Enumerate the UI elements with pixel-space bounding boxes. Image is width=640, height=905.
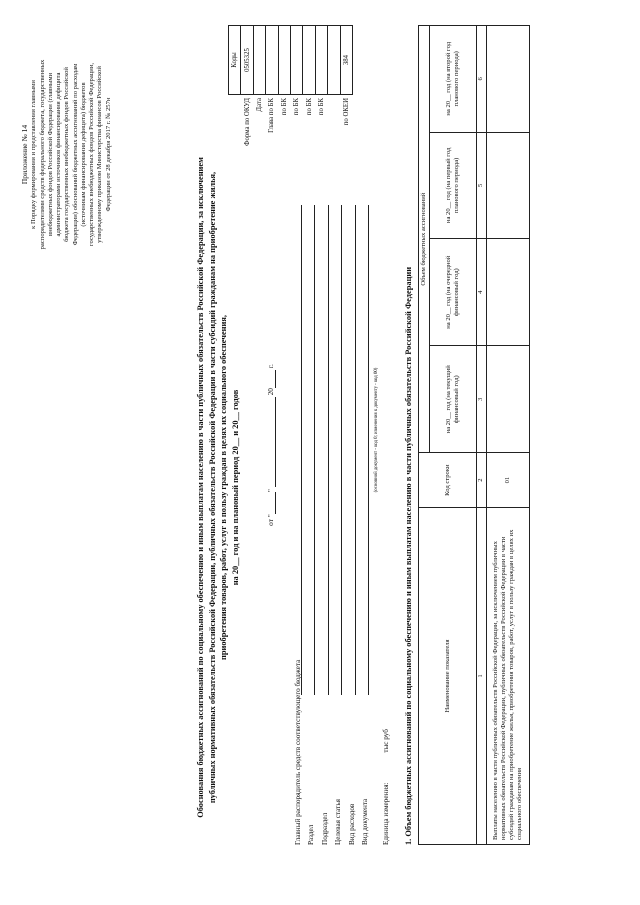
- row-first: [486, 132, 529, 239]
- appendix-line: администраторами источников финансирования дефицита: [55, 72, 63, 237]
- document-date: [266, 315, 276, 575]
- table-header-row: [419, 26, 430, 845]
- code-value-date: [253, 26, 265, 95]
- unit-value: тыс руб: [382, 729, 390, 753]
- section-title: 1. Объем бюджетных ассигнований по социальному обеспечению и иным выплатам населению в части публичных обязательств Российской Федерации: [404, 266, 413, 845]
- code-row: [315, 26, 327, 216]
- table-row: [486, 26, 529, 845]
- field-line: [345, 205, 356, 695]
- appendix-line: распорядителями средств федерального бюджета, государственных: [38, 59, 46, 250]
- field-line: [331, 205, 342, 695]
- budget-table: [418, 25, 530, 845]
- code-row: [278, 26, 290, 216]
- field-label: Раздел: [307, 824, 315, 845]
- field-row: [315, 205, 329, 845]
- field-row: [302, 205, 316, 845]
- header-second: на 20__ год (на второй год планового периода): [429, 26, 476, 133]
- row-current: [486, 346, 529, 453]
- code-label: по БК: [293, 98, 301, 116]
- field-label: Вид расходов: [347, 803, 356, 845]
- codes-header: Коды: [229, 26, 241, 95]
- field-row: [329, 205, 343, 845]
- appendix-number: Приложение № 14: [20, 124, 29, 185]
- code-label: Форма по ОКУД: [243, 98, 251, 146]
- code-value-vid-doc: [328, 26, 340, 95]
- code-label: Дата: [255, 98, 263, 112]
- field-label: Целевая статья: [334, 799, 342, 845]
- appendix-line: утвержденному приказом Министерства финансов Российской: [96, 66, 104, 243]
- header-first: на 20__ год (на первый год планового периода): [429, 132, 476, 239]
- title-line: на 20__ год и на плановый период 20__ и 20__ годов: [230, 389, 240, 586]
- field-line: [304, 205, 315, 695]
- column-number-row: [476, 26, 486, 845]
- row-name: Выплаты населению в части публичных обязательств Российской Федерации, за исключением публичных нормативных обязательств Российской Федерации, публичных обязательств Российской Федерации в части субсидий гражданам на приобретение жилья, приобретения товаров, работ, услуг в пользу граждан в целях их социального обеспечения: [486, 507, 529, 844]
- row-code: 01: [486, 453, 529, 508]
- date-year-blank: [266, 370, 276, 388]
- date-suffix: г.: [266, 364, 275, 369]
- appendix-note: [20, 22, 113, 287]
- column-number: 5: [476, 132, 486, 239]
- document-title: [195, 125, 241, 850]
- date-prefix: от ": [266, 514, 275, 526]
- field-line: [291, 205, 302, 695]
- field-line: [358, 205, 369, 695]
- code-row: [290, 26, 302, 216]
- code-label: по БК: [305, 98, 313, 116]
- code-row: [253, 26, 265, 216]
- code-row: [328, 26, 340, 216]
- header-group: Объем бюджетных ассигнований: [419, 26, 430, 453]
- appendix-line: (источникам финансирования дефицита) бюджетов: [79, 82, 87, 227]
- code-value-celevaya: [303, 26, 315, 95]
- code-row: [340, 26, 352, 216]
- code-label: по БК: [280, 98, 288, 116]
- appendix-line: Федерации от 28 декабря 2017 г. № 257н: [104, 97, 112, 212]
- document-type-note: (основной документ - код 0; изменения к документу - код 00): [374, 367, 379, 493]
- code-row: [303, 26, 315, 216]
- header-name: Наименование показателя: [419, 507, 477, 844]
- date-quote: ": [266, 489, 275, 493]
- date-month-blank: [266, 397, 276, 487]
- field-line: [318, 205, 329, 695]
- column-number: 3: [476, 346, 486, 453]
- column-number: 4: [476, 239, 486, 346]
- header-code: Код строки: [419, 453, 477, 508]
- column-number: 2: [476, 453, 486, 508]
- code-label: по БК: [317, 98, 325, 116]
- row-next: [486, 239, 529, 346]
- code-value-razdel: [278, 26, 290, 95]
- unit-of-measure: [382, 729, 390, 845]
- header-current: на 20__ год (на текущий финансовый год): [429, 346, 476, 453]
- row-second: [486, 26, 529, 133]
- appendix-line: Федерации) обоснований бюджетных ассигнований по расходам: [71, 63, 79, 246]
- field-label: Главный распорядитель средств соответствующего бюджета: [293, 659, 302, 845]
- column-number: 1: [476, 507, 486, 844]
- codes-block: [228, 25, 353, 215]
- code-value-podrazdel: [290, 26, 302, 95]
- code-row: [266, 26, 278, 216]
- title-line: приобретения товаров, работ, услуг в пользу граждан в целях их социального обеспечения,: [219, 315, 229, 660]
- date-year-prefix: 20: [266, 388, 275, 396]
- code-label: [328, 95, 340, 216]
- appendix-line: к Порядку формирования и представления главными: [30, 80, 38, 229]
- unit-label: Единица измерения:: [382, 782, 390, 845]
- appendix-line: бюджета государственных внебюджетных фондов Российской: [63, 67, 71, 242]
- date-day-blank: [266, 492, 276, 514]
- header-fields: [288, 205, 369, 845]
- field-row: [342, 205, 356, 845]
- header-next: на 20__ год (на очередной финансовый год): [429, 239, 476, 346]
- field-row: [356, 205, 370, 845]
- title-line: Обоснования бюджетных ассигнований по социальному обеспечению и иным выплатам населению в части публичных обязательств Российской Федерации, за исключением: [196, 157, 205, 818]
- column-number: 6: [476, 26, 486, 133]
- field-label: Подраздел: [320, 812, 329, 845]
- appendix-line: государственных внебюджетных фондов Российской Федерации,: [88, 62, 96, 247]
- appendix-line: внебюджетных фондов Российской Федерации (главными: [46, 72, 54, 237]
- code-label: Глава по БК: [268, 98, 276, 133]
- code-value-okei: 384: [340, 26, 352, 95]
- code-value-okud: 0505325: [241, 26, 253, 95]
- code-row: [241, 26, 253, 216]
- code-label: по ОКЕИ: [342, 98, 350, 126]
- title-line: публичных нормативных обязательств Российской Федерации, публичных обязательств Российской Федерации в части субсидий гражданам на приобретение жилья,: [207, 171, 217, 804]
- field-label: Вид документа: [361, 798, 369, 845]
- code-value-vid-rashodov: [315, 26, 327, 95]
- code-value-glava: [266, 26, 278, 95]
- field-row: [288, 205, 302, 845]
